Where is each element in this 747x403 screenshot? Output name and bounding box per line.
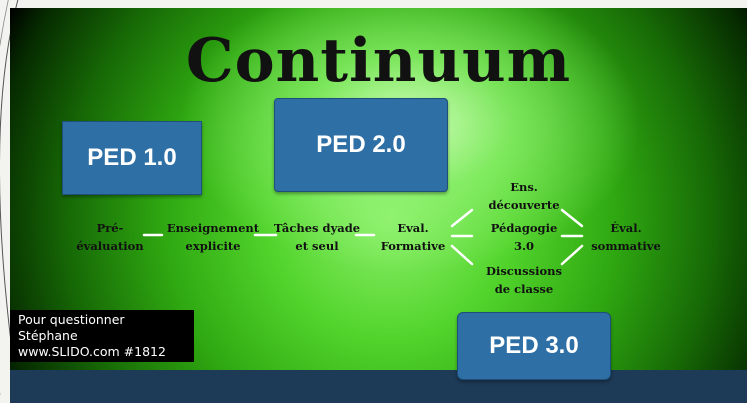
step-pedagogie-3: Pédagogie 3.0 bbox=[490, 221, 558, 253]
step-eval-formative: Eval. Formative bbox=[380, 221, 446, 253]
slido-link[interactable]: www.SLIDO.com #1812 bbox=[18, 344, 166, 359]
slide-title: Continuum bbox=[185, 26, 572, 96]
ped-2-box: PED 2.0 bbox=[274, 98, 448, 192]
step-pre-evaluation: Pré- évaluation bbox=[76, 221, 144, 253]
step-taches-dyade: Tâches dyade et seul bbox=[273, 221, 361, 253]
question-info-box bbox=[10, 310, 194, 362]
ped-1-box: PED 1.0 bbox=[62, 121, 202, 195]
step-enseignement-explicite: Enseignement explicite bbox=[166, 221, 260, 253]
step-discussions-classe: Discussions de classe bbox=[485, 264, 562, 296]
question-line-1: Pour questionner bbox=[18, 312, 125, 327]
step-ens-decouverte: Ens. découverte bbox=[488, 180, 560, 212]
slide bbox=[10, 8, 747, 403]
question-line-2: Stéphane bbox=[18, 328, 78, 343]
ped-3-box: PED 3.0 bbox=[457, 312, 611, 380]
step-eval-sommative: Éval. sommative bbox=[591, 221, 661, 253]
